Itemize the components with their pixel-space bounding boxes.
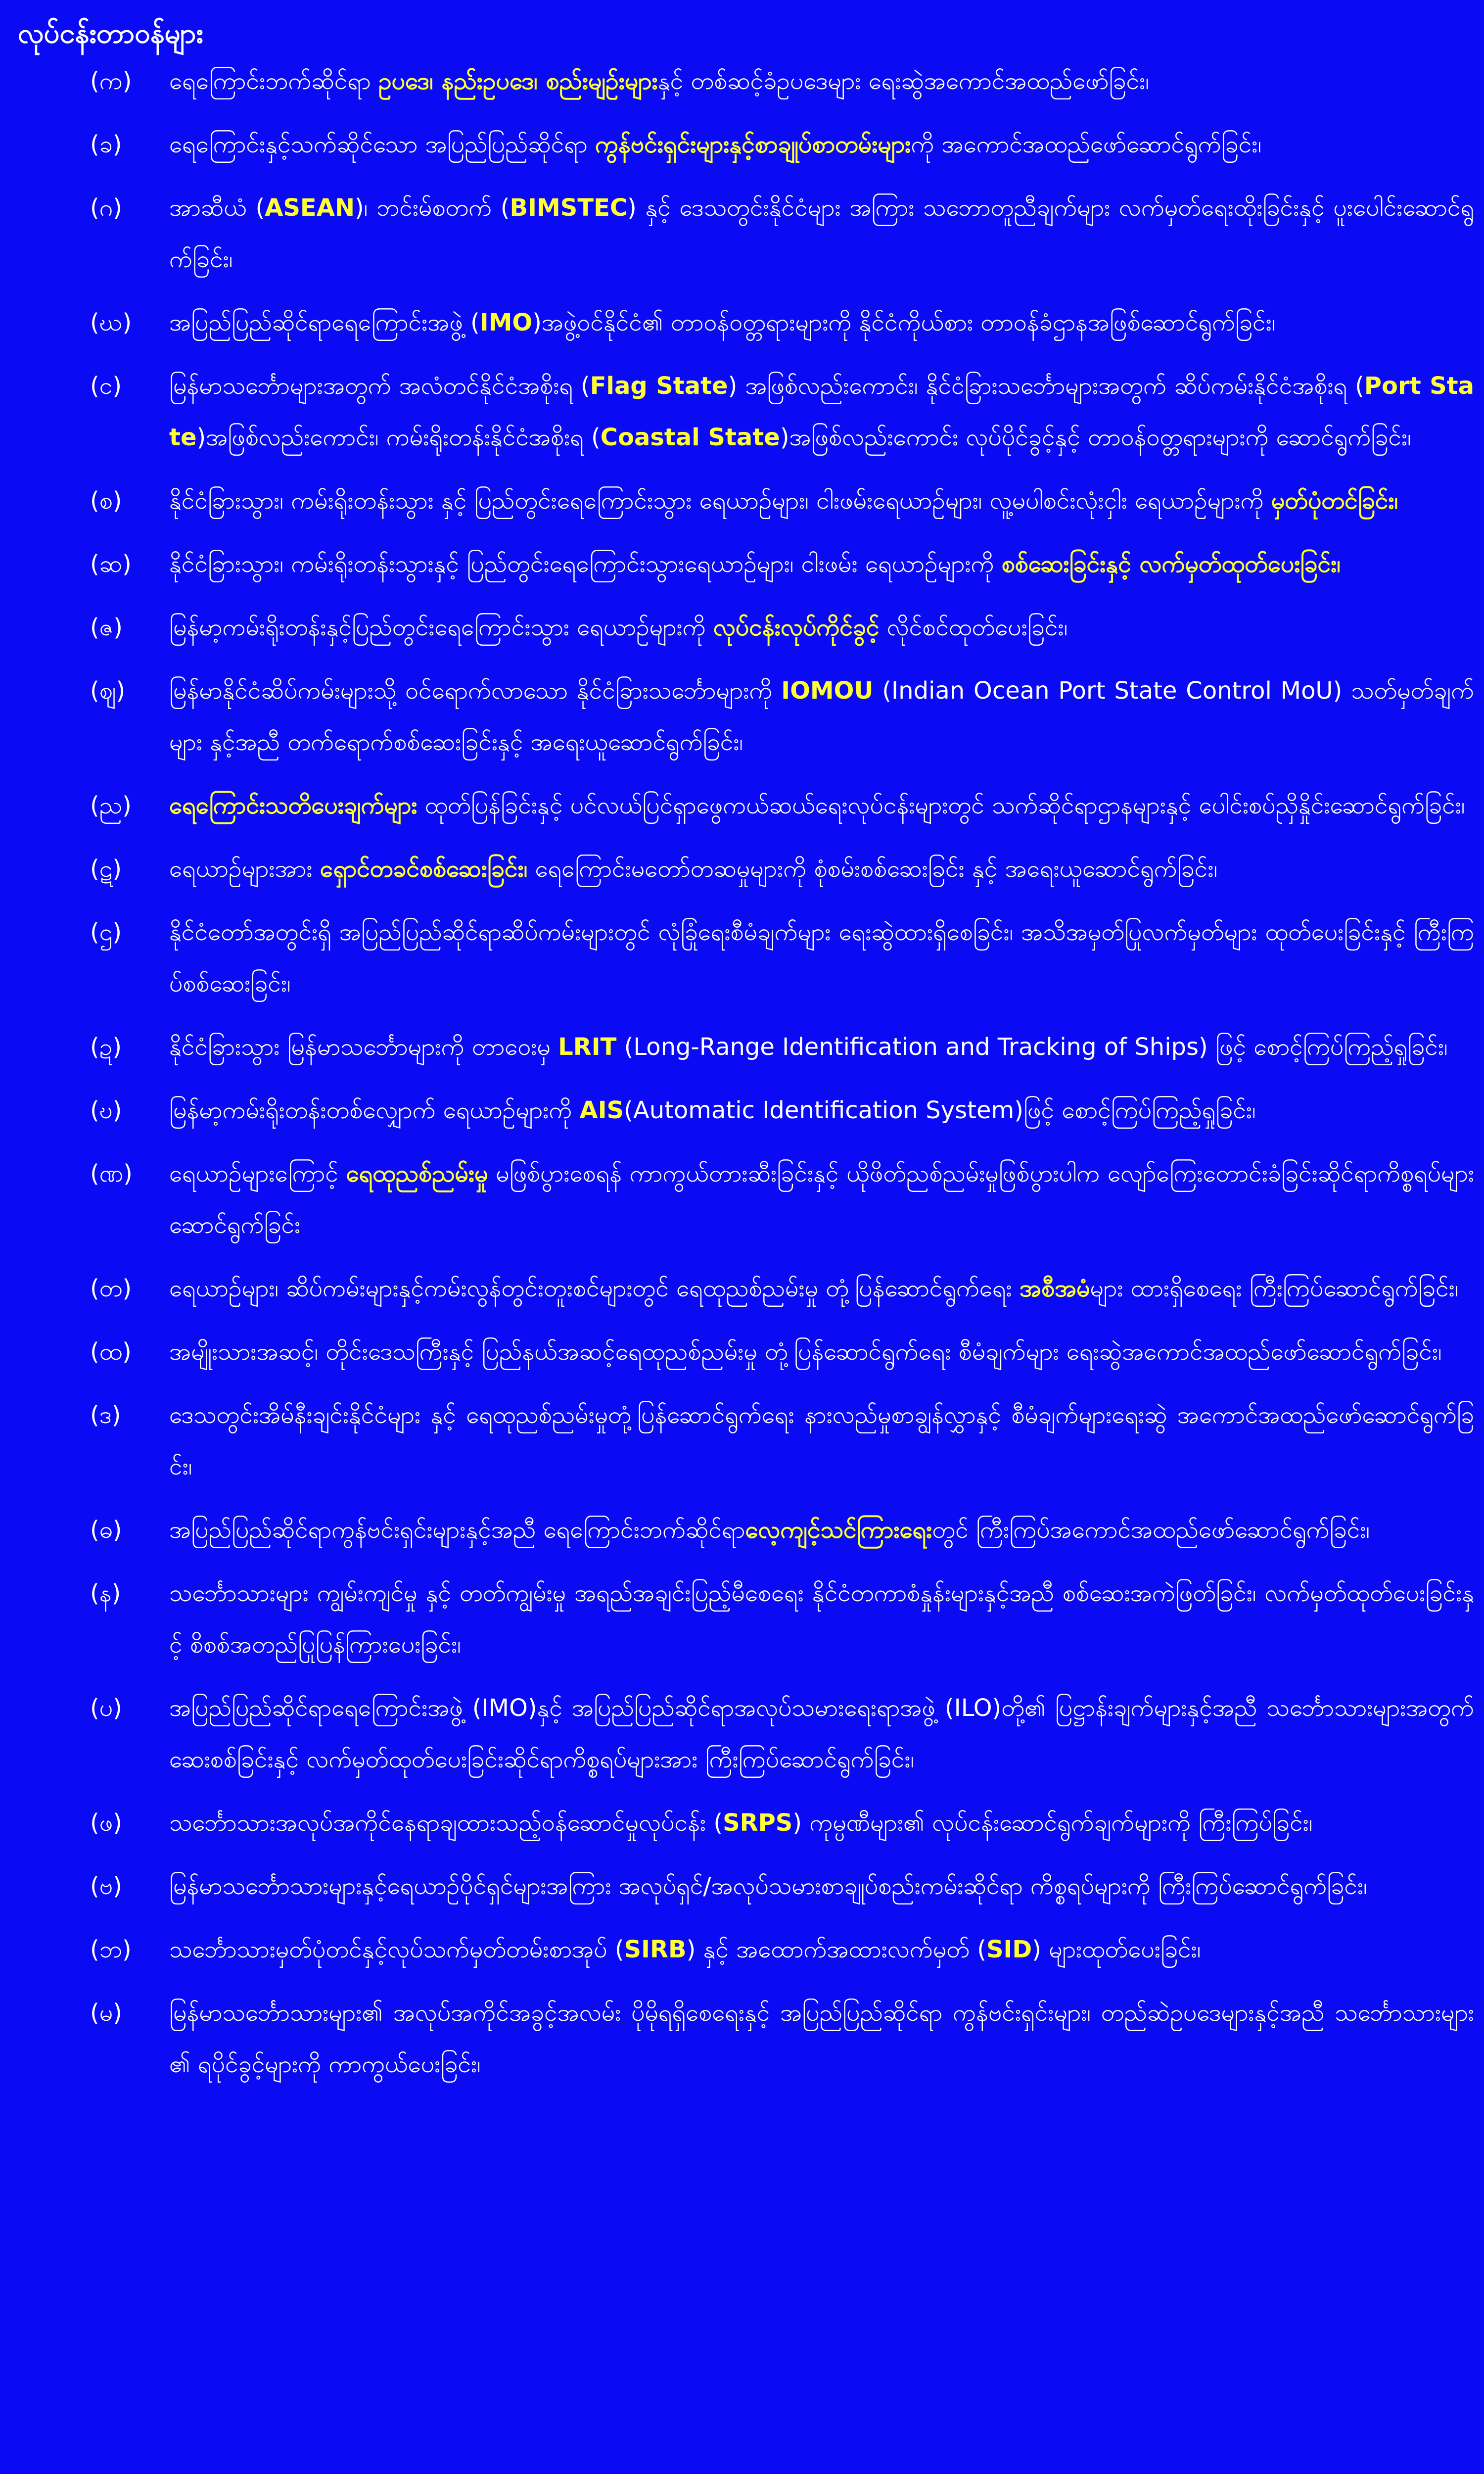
- list-item: [18, 843, 1469, 895]
- item-text: [169, 1021, 1474, 1073]
- text-segment: ရေကြောင်းမတော်တဆမှုများကို စုံစမ်းစစ်ဆေးခြင်း နှင့် အရေးယူဆောင်ရွက်ခြင်း၊: [527, 855, 1218, 883]
- highlighted-term: SRPS: [723, 1809, 793, 1837]
- item-text: [169, 1860, 1474, 1912]
- item-text: [169, 538, 1474, 590]
- item-number: (ဖ): [90, 1809, 122, 1837]
- item-number: (ဌ): [90, 918, 122, 946]
- text-segment: မြန်မာသင်္ဘောများအတွက် အလံတင်နိုင်ငံအစိုးရ (: [169, 372, 590, 400]
- text-segment: ) နှင့် အထောက်အထားလက်မှတ် (: [686, 1936, 986, 1963]
- highlighted-term: ရေကြောင်းသတိပေးချက်များ: [169, 792, 417, 819]
- list-item: [18, 1682, 1474, 1785]
- text-segment: မြန်မာသင်္ဘောသားများနှင့်ရေယာဉ်ပိုင်ရှင်များအကြား အလုပ်ရှင်/အလုပ်သမားစာချုပ်စည်းကမ်းဆိုင်ရာ ကိစ္စရပ်များကို ကြီးကြပ်ဆောင်ရွက်ခြင်း၊: [169, 1872, 1367, 1900]
- list-item: [18, 1987, 1474, 2090]
- item-number: (ဈ): [90, 677, 126, 705]
- text-segment: ရေကြောင်းနှင့်သက်ဆိုင်သော အပြည်ပြည်ဆိုင်ရာ: [169, 131, 595, 158]
- item-text: [169, 1326, 1474, 1378]
- item-number: (တ): [90, 1275, 132, 1302]
- list-item: [18, 1148, 1474, 1251]
- text-segment: ) နှင့် ဒေသတွင်းနိုင်ငံများ အကြား သဘောတူညီချက်များ လက်မှတ်ရေးထိုးခြင်းနှင့် ပူးပေါင်းဆောင်ရွက်ခြင်း၊: [169, 194, 1475, 273]
- highlighted-term: ဥပဒေ၊ နည်းဥပဒေ၊ စည်းမျဉ်းများ: [378, 67, 658, 95]
- text-segment: အပြည်ပြည်ဆိုင်ရာရေကြောင်းအဖွဲ့ (IMO)နှင့် အပြည်ပြည်ဆိုင်ရာအလုပ်သမားရေးရာအဖွဲ့ (ILO)တို့၏ ပြဋ္ဌာန်းချက်များနှင့်အညီ သင်္ဘောသားများအတွက် ဆေးစစ်ခြင်းနှင့် လက်မှတ်ထုတ်ပေးခြင်းဆိုင်ရာကိစ္စရပ်များအား ကြီးကြပ်ဆောင်ရွက်ခြင်း၊: [169, 1694, 1474, 1773]
- text-segment: နိုင်ငံခြားသွား၊ ကမ်းရိုးတန်းသွားနှင့် ပြည်တွင်းရေကြောင်းသွားရေယာဉ်များ၊ ငါးဖမ်း ရေယာဉ်များကို: [169, 550, 1002, 578]
- list-item: [18, 1797, 1469, 1849]
- item-text: [169, 1085, 1474, 1136]
- item-text: [169, 665, 1474, 768]
- text-segment: သင်္ဘောသားများ ကျွမ်းကျင်မှု နှင့် တတ်ကျွမ်းမှု အရည်အချင်းပြည့်မီစေရေး နိုင်ငံတကာစံနှုန်းများနှင့်အညီ စစ်ဆေးအကဲဖြတ်ခြင်း၊ လက်မှတ်ထုတ်ပေးခြင်းနှင့် စိစစ်အတည်ပြုပြန်ကြားပေးခြင်း၊: [169, 1579, 1474, 1659]
- item-text: [169, 1568, 1474, 1670]
- item-text: [169, 602, 1474, 653]
- page-title: လုပ်ငန်းတာဝန်များ: [18, 17, 203, 49]
- highlighted-term: SID: [986, 1936, 1032, 1963]
- text-segment: အပြည်ပြည်ဆိုင်ရာကွန်ဗင်းရှင်းများနှင့်အညီ ရေကြောင်းဘက်ဆိုင်ရာ: [169, 1516, 745, 1544]
- text-segment: မြန်မာနိုင်ငံဆိပ်ကမ်းများသို့ ဝင်ရောက်လာသော နိုင်ငံခြားသင်္ဘောများကို: [169, 677, 782, 705]
- text-segment: )အဖွဲ့ဝင်နိုင်ငံ၏ တာဝန်ဝတ္တရားများကို နိုင်ငံကိုယ်စား တာဝန်ခံဌာနအဖြစ်ဆောင်ရွက်ခြင်း၊: [532, 309, 1276, 336]
- item-text: [169, 780, 1474, 831]
- text-segment: မြန်မာ့ကမ်းရိုးတန်းနှင့်ပြည်တွင်းရေကြောင်းသွား ရေယာဉ်များကို: [169, 614, 713, 641]
- highlighted-term: Coastal State: [600, 424, 780, 451]
- text-segment: အမျိုးသားအဆင့်၊ တိုင်းဒေသကြီးနှင့် ပြည်နယ်အဆင့်ရေထုညစ်ညမ်းမှု တုံ့ပြန်ဆောင်ရွက်ရေး စီမံချက်များ ရေးဆွဲအကောင်အထည်ဖော်ဆောင်ရွက်ခြင်း၊: [169, 1338, 1442, 1366]
- item-text: [169, 1924, 1474, 1975]
- item-text: [169, 182, 1474, 285]
- item-number: (ဏ): [90, 1160, 133, 1188]
- list-item: [18, 1568, 1474, 1670]
- text-segment: အာဆီယံ (: [169, 194, 265, 222]
- text-segment: များ ထားရှိစေရေး ကြီးကြပ်ဆောင်ရွက်ခြင်း၊: [1090, 1275, 1459, 1302]
- item-number: (ဍ): [90, 1033, 122, 1061]
- item-number: (င): [90, 372, 122, 400]
- list-item: [18, 1021, 1469, 1073]
- list-item: [18, 55, 1469, 107]
- list-item: [18, 906, 1474, 1009]
- item-text: [169, 1504, 1474, 1556]
- list-item: [18, 1924, 1469, 1975]
- text-segment: ) အဖြစ်လည်းကောင်း၊ နိုင်ငံခြားသင်္ဘောများအတွက် ဆိပ်ကမ်းနိုင်ငံအစိုးရ (: [728, 372, 1364, 400]
- text-segment: ကို အကောင်အထည်ဖော်ဆောင်ရွက်ခြင်း၊: [911, 131, 1262, 158]
- list-item: [18, 1389, 1474, 1492]
- item-number: (ခ): [90, 131, 122, 158]
- item-text: [169, 843, 1474, 895]
- item-text: [169, 55, 1474, 107]
- item-number: (ဇ): [90, 614, 123, 641]
- highlighted-term: ရေထုညစ်ညမ်းမှု: [346, 1160, 488, 1188]
- item-number: (ဗ): [90, 1872, 122, 1900]
- highlighted-term: ASEAN: [265, 194, 355, 222]
- item-number: (ဒ): [90, 1401, 121, 1429]
- item-text: [169, 360, 1474, 463]
- text-segment: တွင် ကြီးကြပ်အကောင်အထည်ဖော်ဆောင်ရွက်ခြင်း၊: [932, 1516, 1370, 1544]
- item-text: [169, 1263, 1474, 1314]
- list-item: [18, 602, 1469, 653]
- item-text: [169, 1987, 1474, 2090]
- text-segment: အပြည်ပြည်ဆိုင်ရာရေကြောင်းအဖွဲ့ (: [169, 309, 480, 336]
- list-item: [18, 538, 1469, 590]
- list-item: [18, 1504, 1469, 1556]
- list-item: [18, 119, 1469, 170]
- text-segment: (Long-Range Identification and Tracking of Ships) ဖြင့် စောင့်ကြပ်ကြည့်ရှုခြင်း၊: [616, 1033, 1448, 1061]
- highlighted-term: ကွန်ဗင်းရှင်းများနှင့်စာချုပ်စာတမ်းများ: [595, 131, 911, 158]
- text-segment: နိုင်ငံခြားသွား မြန်မာသင်္ဘောများကို တာဝေးမှ: [169, 1033, 558, 1061]
- item-number: (ဎ): [90, 1096, 122, 1124]
- text-segment: )အဖြစ်လည်းကောင်း လုပ်ပိုင်ခွင့်နှင့် တာဝန်ဝတ္တရားများကို ဆောင်ရွက်ခြင်း၊: [780, 424, 1411, 451]
- highlighted-term: IOMOU: [781, 677, 874, 705]
- highlighted-term: အစီအမံ: [1020, 1275, 1090, 1302]
- text-segment: ရေယာဉ်များ၊ ဆိပ်ကမ်းများနှင့်ကမ်းလွန်တွင်းတူးစင်များတွင် ရေထုညစ်ညမ်းမှု တုံ့ပြန်ဆောင်ရွက်ရေး: [169, 1275, 1020, 1302]
- item-number: (က): [90, 67, 132, 95]
- list-item: [18, 475, 1469, 526]
- text-segment: (Automatic Identification System)ဖြင့် စောင့်ကြပ်ကြည့်ရှုခြင်း၊: [624, 1096, 1256, 1124]
- item-number: (ဂ): [90, 194, 122, 222]
- list-item: [18, 182, 1475, 285]
- item-text: [169, 1682, 1474, 1785]
- highlighted-term: BIMSTEC: [510, 194, 628, 222]
- highlighted-term: လုပ်ငန်းလုပ်ကိုင်ခွင့်: [713, 614, 880, 641]
- item-number: (စ): [90, 487, 122, 515]
- text-segment: ရေယာဉ်များအား: [169, 855, 320, 883]
- highlighted-term: Port State: [169, 372, 1475, 451]
- item-number: (ဆ): [90, 550, 132, 578]
- item-text: [169, 297, 1474, 348]
- item-number: (မ): [90, 1999, 122, 2027]
- item-text: [169, 906, 1474, 1009]
- highlighted-term: IMO: [479, 309, 533, 336]
- item-text: [169, 1797, 1474, 1849]
- text-segment: )အဖြစ်လည်းကောင်း၊ ကမ်းရိုးတန်းနိုင်ငံအစိုးရ (: [196, 424, 601, 451]
- list-item: [18, 665, 1474, 768]
- highlighted-term: AIS: [579, 1096, 624, 1124]
- text-segment: ထုတ်ပြန်ခြင်းနှင့် ပင်လယ်ပြင်ရှာဖွေကယ်ဆယ်ရေးလုပ်ငန်းများတွင် သက်ဆိုင်ရာဌာနများနှင့် ပေါင်းစပ်ညှိနှိုင်းဆောင်ရွက်ခြင်း၊: [417, 792, 1465, 819]
- highlighted-term: မှတ်ပုံတင်ခြင်း၊: [1271, 487, 1398, 515]
- list-item: [18, 1263, 1469, 1314]
- list-item: [18, 780, 1469, 831]
- text-segment: မြန်မာသင်္ဘောသားများ၏ အလုပ်အကိုင်အခွင့်အလမ်း ပိုမိုရရှိစေရေးနှင့် အပြည်ပြည်ဆိုင်ရာ ကွန်ဗင်းရှင်းများ၊ တည်ဆဲဥပဒေများနှင့်အညီ သင်္ဘောသားများ၏ ရပိုင်ခွင့်များကို ကာကွယ်ပေးခြင်း၊: [169, 1999, 1474, 2078]
- text-segment: မဖြစ်ပွားစေရန် ကာကွယ်တားဆီးခြင်းနှင့် ယိုဖိတ်ညစ်ညမ်းမှုဖြစ်ပွားပါက လျော်ကြေးတောင်းခံခြင်းဆိုင်ရာကိစ္စရပ်များ ဆောင်ရွက်ခြင်း: [169, 1160, 1474, 1239]
- list-item: [18, 1085, 1469, 1136]
- item-number: (ထ): [90, 1338, 132, 1366]
- text-segment: လိုင်စင်ထုတ်ပေးခြင်း၊: [879, 614, 1068, 641]
- text-segment: (Indian Ocean Port State Control MoU) သတ်မှတ်ချက်များ နှင့်အညီ တက်ရောက်စစ်ဆေးခြင်းနှင့် အရေးယူဆောင်ရွက်ခြင်း၊: [169, 677, 1474, 756]
- highlighted-term: SIRB: [624, 1936, 687, 1963]
- text-segment: ) များထုတ်ပေးခြင်း၊: [1032, 1936, 1201, 1963]
- item-number: (န): [90, 1579, 121, 1607]
- item-number: (ပ): [90, 1694, 122, 1722]
- text-segment: နိုင်ငံခြားသွား၊ ကမ်းရိုးတန်းသွား နှင့် ပြည်တွင်းရေကြောင်းသွား ရေယာဉ်များ၊ ငါးဖမ်းရေယာဉ်များ၊ လူ့မပါစင်းလုံးငှါး ရေယာဉ်များကို: [169, 487, 1271, 515]
- text-segment: ) ကုမ္ပဏီများ၏ လုပ်ငန်းဆောင်ရွက်ချက်များကို ကြီးကြပ်ခြင်း၊: [792, 1809, 1313, 1837]
- list-item: [18, 1860, 1469, 1912]
- highlighted-term: ရှောင်တခင်စစ်ဆေးခြင်း၊: [320, 855, 528, 883]
- text-segment: )၊ ဘင်းမ်စတက် (: [355, 194, 510, 222]
- text-segment: သင်္ဘောသားမှတ်ပုံတင်နှင့်လုပ်သက်မှတ်တမ်းစာအုပ် (: [169, 1936, 624, 1963]
- highlighted-term: Flag State: [590, 372, 728, 400]
- highlighted-term: စစ်ဆေးခြင်းနှင့် လက်မှတ်ထုတ်ပေးခြင်း၊: [1001, 550, 1341, 578]
- item-text: [169, 1389, 1474, 1492]
- text-segment: ဒေသတွင်းအိမ်နီးချင်းနိုင်ငံများ နှင့် ရေထုညစ်ညမ်းမှုတုံ့ပြန်ဆောင်ရွက်ရေး နားလည်မှုစာချွန်လွှာနှင့် စီမံချက်များရေးဆွဲ အကောင်အထည်ဖော်ဆောင်ရွက်ခြင်း၊: [169, 1401, 1474, 1480]
- highlighted-term: LRIT: [558, 1033, 617, 1061]
- text-segment: နိုင်ငံတော်အတွင်းရှိ အပြည်ပြည်ဆိုင်ရာဆိပ်ကမ်းများတွင် လုံခြုံရေးစီမံချက်များ ရေးဆွဲထားရှိစေခြင်း၊ အသိအမှတ်ပြုလက်မှတ်များ ထုတ်ပေးခြင်းနှင့် ကြီးကြပ်စစ်ဆေးခြင်း၊: [169, 918, 1474, 998]
- duties-list: [18, 55, 1475, 2090]
- item-number: (ဋ): [90, 855, 122, 883]
- highlighted-term: လေ့ကျင့်သင်ကြားရေး: [745, 1516, 932, 1544]
- list-item: [18, 360, 1475, 463]
- item-text: [169, 475, 1474, 526]
- item-text: [169, 119, 1474, 170]
- item-number: (ဓ): [90, 1516, 122, 1544]
- text-segment: မြန်မာ့ကမ်းရိုးတန်းတစ်လျှောက် ရေယာဉ်များကို: [169, 1096, 580, 1124]
- text-segment: ရေယာဉ်များကြောင့်: [169, 1160, 346, 1188]
- text-segment: ရေကြောင်းဘက်ဆိုင်ရာ: [169, 67, 378, 95]
- text-segment: သင်္ဘောသားအလုပ်အကိုင်နေရာချထားသည့်ဝန်ဆောင်မှုလုပ်ငန်း (: [169, 1809, 723, 1837]
- item-text: [169, 1148, 1474, 1251]
- item-number: (ဘ): [90, 1936, 132, 1963]
- list-item: [18, 1326, 1469, 1378]
- list-item: [18, 297, 1469, 348]
- item-number: (ဃ): [90, 309, 132, 336]
- text-segment: နှင့် တစ်ဆင့်ခံဥပဒေများ ရေးဆွဲအကောင်အထည်ဖော်ခြင်း၊: [657, 67, 1149, 95]
- item-number: (ည): [90, 792, 132, 819]
